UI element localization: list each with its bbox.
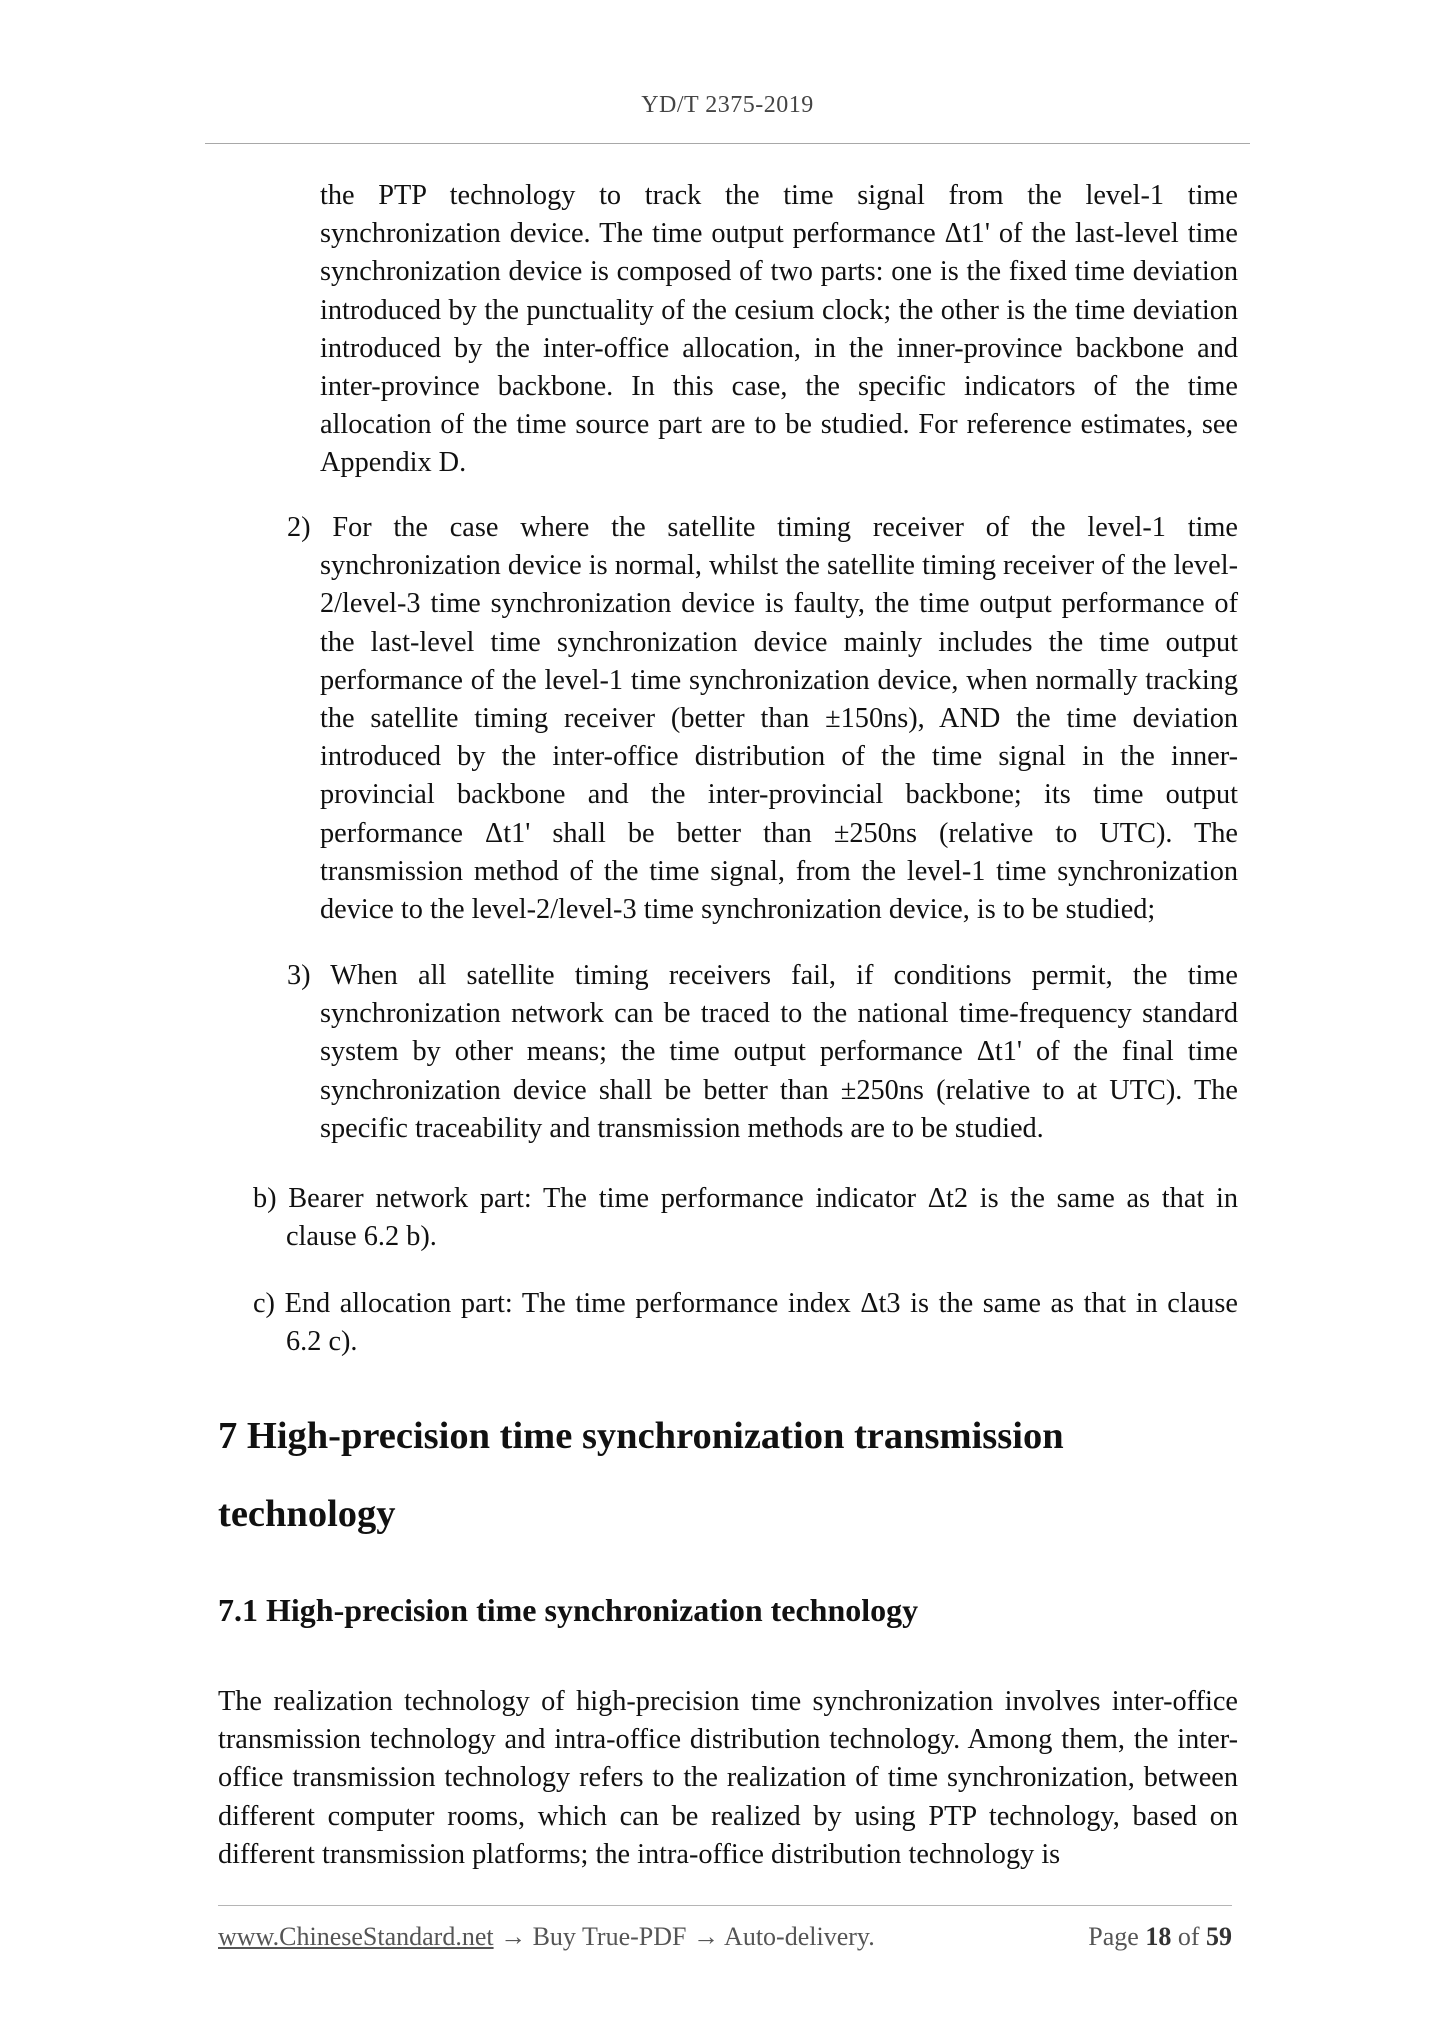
site-link[interactable]: www.ChineseStandard.net [218,1922,494,1951]
page-word: Page [1088,1922,1139,1951]
header-divider [205,143,1250,144]
footer-promo: → Buy True-PDF → Auto-delivery. [493,1922,875,1951]
footer-divider [218,1905,1232,1906]
subsection-heading: 7.1 High-precision time synchronization technology [218,1592,919,1628]
footer-left [218,1922,875,1952]
body-paragraph: The realization technology of high-precision time synchronization involves inter-office transmission technology and intra-office distribution technology. Among them, the inter-office transmission technology refers to the realization of time synchronization, between different computer rooms, which can be realized by using PTP technology, based on different transmission platforms; the intra-office distribution technology is [218,1686,1238,1870]
list-item-2: 2) For the case where the satellite timing receiver of the level-1 time synchronization device is normal, whilst the satellite timing receiver of the level-2/level-3 time synchronization device is faulty, the time output performance of the last-level time synchronization device mainly includes the time output performance of the level-1 time synchronization device, when normally tracking the satellite timing receiver (better than ±150ns), AND the time deviation introduced by the inter-office distribution of the time signal in the inner-provincial backbone and the inter-provincial backbone; its time output performance Δt1' shall be better than ±250ns (relative to UTC). The transmission method of the time signal, from the level-1 time synchronization device to the level-2/level-3 time synchronization device, is to be studied; [287,512,1238,926]
page-footer [218,1922,1232,1958]
of-word: of [1177,1922,1200,1951]
section-heading: 7 High-precision time synchronization transmission technology [218,1415,1064,1535]
list-item-b: b) Bearer network part: The time performance indicator Δt2 is the same as that in clause 6.2 b). [253,1183,1238,1253]
page-number: 18 [1145,1922,1172,1951]
continued-paragraph: the PTP technology to track the time signal from the level-1 time synchronization device. The time output performance Δt1' of the last-level time synchronization device is composed of two parts: one is the fixed time deviation introduced by the punctuality of the cesium clock; the other is the time deviation introduced by the inter-office allocation, in the inner-province backbone and inter-province backbone. In this case, the specific indicators of the time allocation of the time source part are to be studied. For reference estimates, see Appendix D. [320,180,1238,479]
total-pages: 59 [1206,1922,1232,1951]
list-item-3: 3) When all satellite timing receivers fail, if conditions permit, the time synchronization network can be traced to the national time-frequency standard system by other means; the time output performance Δt1' of the final time synchronization device shall be better than ±250ns (relative to at UTC). The specific traceability and transmission methods are to be studied. [287,960,1238,1144]
document-header: YD/T 2375-2019 [641,92,814,118]
page-indicator [1088,1922,1232,1952]
list-item-c: c) End allocation part: The time performance index Δt3 is the same as that in clause 6.2 c). [253,1288,1238,1358]
